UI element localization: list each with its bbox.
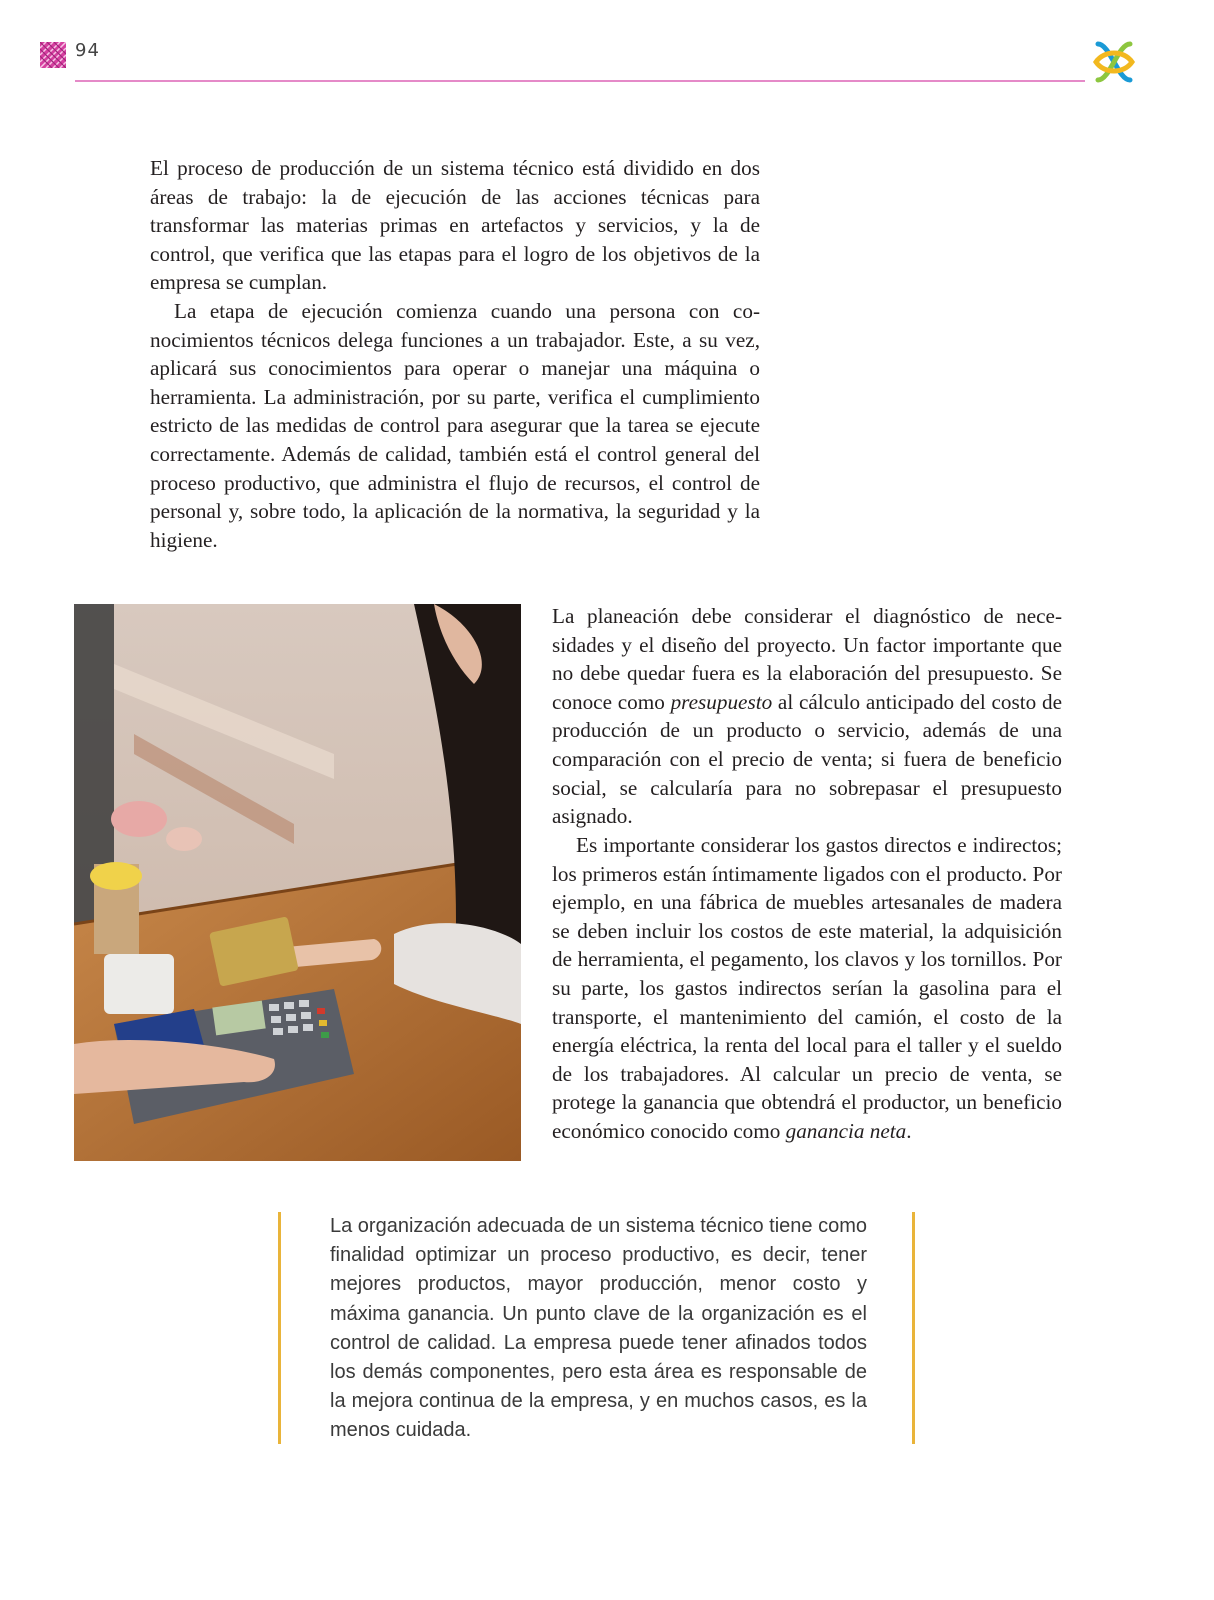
term-ganancia-neta: ganancia neta [785, 1118, 907, 1143]
text-segment: Es importante considerar los gastos directos e indirectos; los primeros están íntimamente ligados con el producto. Por ejemplo, en una fábrica de muebles artesanales de madera se deben incluir los costos de este material, la adquisición de herramienta, el pegamento, los clavos y los tornillos. Por su parte, los gastos indirectos serían la gasolina para el transporte, el mantenimiento del camión, el costo de la energía eléctrica, la renta del local para el taller y el sueldo de los trabajadores. Al calcular un precio de venta, se protege la ganancia que obtendrá el productor, un beneficio económico conocido como [552, 833, 1062, 1143]
term-presupuesto: presupuesto [670, 689, 773, 714]
callout-bar-left [278, 1212, 281, 1444]
callout-quality-control: La organización adecuada de un sistema técnico tiene como finalidad optimizar un proceso productivo, es decir, tener mejores productos, mayor producción, menor costo y máxima ganancia. Un punto clave de la organización es el control de calidad. La empresa puede tener afinados todos los demás componentes, pero esta área es responsable de la mejora continua de la empresa, y en muchos casos, es la menos cuidada. [330, 1215, 868, 1442]
callout-bar-right [912, 1212, 915, 1444]
knot-logo-icon [1090, 36, 1138, 88]
paragraph-production-process: El proceso de producción de un sistema técnico está dividido en dos áreas de trabajo: la de ejecución de las acciones técnicas para transformar las materias primas en artefactos y servicios, y la de control, que verifica que las etapas para el logro de los objetivos de la empresa se cumplan. [150, 156, 760, 295]
text-segment: La planeación debe considerar el diagnóstico de necesidades y el diseño del proyecto. Un factor importante que no debe quedar fuera es la elaboración del presupuesto. Se conoce como [552, 604, 1062, 714]
text-segment: al cálculo anticipado del costo de producción de un producto o servicio, además de una comparación con el precio de venta; si fuera de beneficio social, se calcularía para no sobrepasar el presupuesto asignado. [552, 689, 1062, 829]
paragraph-execution-stage: La etapa de ejecución comienza cuando una persona con conocimientos técnicos delega funciones a un trabajador. Este, a su vez, aplicará sus conocimientos para operar o manejar una máquina o herramienta. La administración, por su parte, verifica el cumplimiento estricto de las medidas de control para asegurar que la tarea se ejecute correctamente. Además de calidad, también está el control general del proceso productivo, que administra el flujo de recursos, el control de personal y, sobre todo, la aplicación de la normativa, la seguridad y la higiene. [150, 299, 760, 552]
pink-pattern-icon [40, 42, 66, 68]
text-segment: . [906, 1118, 912, 1143]
page-header [0, 0, 1214, 100]
paragraph-direct-indirect-costs [552, 831, 1062, 1146]
paragraph-planning-budget [552, 602, 1062, 831]
page-number: 94 [75, 40, 100, 61]
header-rule [75, 80, 1085, 82]
card-payment-terminal-photo [74, 604, 521, 1161]
